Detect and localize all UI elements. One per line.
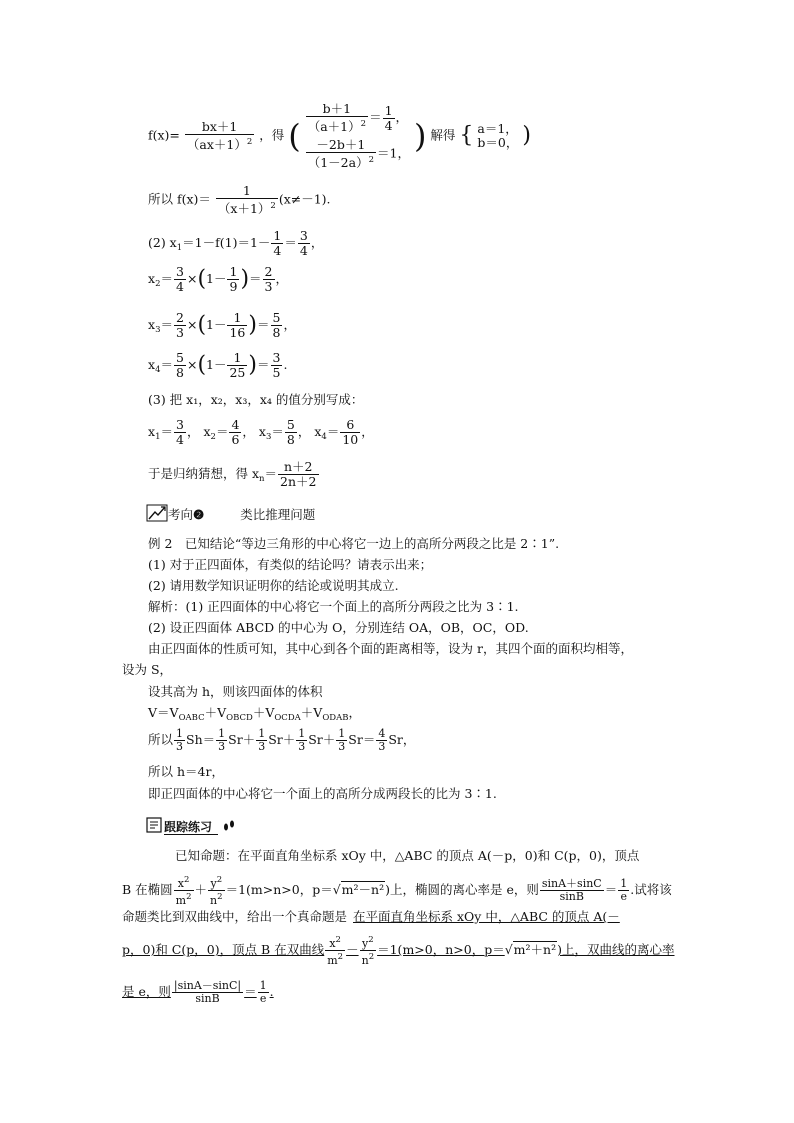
paren-close: )	[522, 123, 531, 148]
practice-label: 跟踪练习	[164, 820, 218, 835]
derivation-line-1: f(x)= $\frac{bx+1}{(ax+1)^2}$ ，得 ( $\frac{b+1}{(a+1)^2}$ ＝ $\frac{1}{4}$ ， $\frac{-2b+1}{(1-2a)^2}$ ＝1， ) 解得 { a＝1， b＝0， )	[148, 101, 531, 170]
solution-system: a＝1， b＝0，	[477, 121, 519, 150]
derivation-line-3: (2) $x_1=1-f(1)=1-$ $\frac{1}{4}$ ＝ $\frac{3}{4}$ ，	[148, 228, 324, 258]
example-2-line-2: (1) 对于正四面体，有类似的结论吗？请表示出来；	[148, 557, 433, 572]
practice-line-1: 已知命题：在平面直角坐标系 xOy 中，△ABC 的顶点 A(－p，0)和 C(p，0)，顶点	[175, 848, 640, 863]
brace-left: {	[459, 123, 474, 148]
derivation-line-9: 于是归纳猜想，得 $x_n=$ $\frac{n+2}{2n+2}$	[148, 459, 317, 489]
example-2-line-3: (2) 请用数学知识证明你的结论或说明其成立.	[148, 578, 399, 593]
example-2-line-9: $V=V_{OABC}+V_{OBCD}+V_{OCDA}+V_{ODAB}$，	[148, 705, 361, 723]
example-2-line-8: 设其高为 h，则该四面体的体积	[148, 684, 323, 699]
practice-heading	[146, 817, 236, 838]
derivation-line-2: 所以 f(x)＝ $\frac{1}{(x+1)^2}$ (x≠－1).	[148, 183, 331, 216]
derivation-line-4: $x_2=$ $\frac{3}{4}$ ×(1－ $\frac{1}{9}$ )＝ $\frac{2}{3}$ ，	[148, 264, 289, 294]
practice-line-2: B 在椭圆 $\frac{x^2}{m^2}$ ＋ $\frac{y^2}{n^2}$ ＝1(m>n>0，p＝√m²－n²)上，椭圆的离心率是 e，则 $\frac{\sin A+\sin C}{\sin B}$ ＝ $\frac{1}{e}$ .试将该	[122, 875, 672, 907]
left-paren: (	[288, 117, 301, 155]
practice-line-4: p，0)和 C(p，0)，顶点 B 在双曲线 $\frac{x^2}{m^2}$ － $\frac{y^2}{n^2}$ ＝1(m>0，n>0，p＝√m²＋n²)上，双曲线的离心率	[122, 935, 675, 967]
practice-line-5: 是 e，则 $\frac{|\sin A-\sin C|}{\sin B}$ ＝ $\frac{1}{e}$ .	[122, 979, 274, 1005]
fx-fraction: $\frac{bx+1}{(ax+1)^2}$	[186, 119, 253, 152]
example-2-line-12: 即正四面体的中心将它一个面上的高所分成两段长的比为 3∶1.	[148, 786, 497, 801]
fx-label: f(x)=	[148, 127, 180, 143]
example-2-line-11: 所以 h＝4r，	[148, 764, 224, 779]
example-2-line-10: 所以 $\frac{1}{3}$ Sh＝ $\frac{1}{3}$ Sr＋ $\frac{1}{3}$ Sr＋ $\frac{1}{3}$ Sr＋ $\frac{1}{3}$ Sr＝ $\frac{4}{3}$ Sr，	[148, 727, 416, 753]
footprints-icon	[222, 818, 236, 837]
heading-badge: ❷	[193, 507, 205, 522]
example-2-line-1: 例 2 已知结论“等边三角形的中心将它一边上的高所分两段之比是 2∶1”.	[148, 536, 560, 551]
derivation-line-6: $x_4=$ $\frac{5}{8}$ ×(1－ $\frac{1}{25}$ )＝ $\frac{3}{5}$ .	[148, 350, 288, 380]
heading-title: 类比推理问题	[240, 507, 316, 522]
trend-chart-icon	[146, 504, 168, 527]
example-2-line-4: 解析：(1) 正四面体的中心将它一个面上的高所分两段之比为 3∶1.	[148, 599, 519, 614]
derivation-line-8: $x_1=$ $\frac{3}{4}$ ， $x_2=$ $\frac{4}{6}$ ， $x_3=$ $\frac{5}{8}$ ， $x_4=$ $\frac{6}{10}$ ，	[148, 417, 374, 447]
example-2-line-6: 由正四面体的性质可知，其中心到各个面的距离相等，设为 r，其四个面的面积均相等，	[148, 641, 633, 656]
example-2-line-5: (2) 设正四面体 ABCD 的中心为 O，分别连结 OA，OB，OC，OD.	[148, 620, 529, 635]
section-heading	[146, 504, 315, 527]
example-2-line-7: 设为 S，	[122, 662, 173, 677]
equation-system: $\frac{b+1}{(a+1)^2}$ ＝ $\frac{1}{4}$ ， $\frac{-2b+1}{(1-2a)^2}$ ＝1，	[307, 101, 410, 170]
derivation-line-5: $x_3=$ $\frac{2}{3}$ ×(1－ $\frac{1}{16}$ )＝ $\frac{5}{8}$ ，	[148, 310, 296, 340]
heading-label: 考向	[168, 507, 194, 522]
right-paren: )	[413, 117, 427, 155]
notebook-icon	[146, 817, 164, 838]
practice-line-3: 命题类比到双曲线中，给出一个真命题是 在平面直角坐标系 xOy 中，△ABC 的顶点 A(－	[122, 909, 620, 924]
derivation-line-7: (3) 把 x₁，x₂，x₃，x₄ 的值分别写成：	[148, 392, 364, 407]
